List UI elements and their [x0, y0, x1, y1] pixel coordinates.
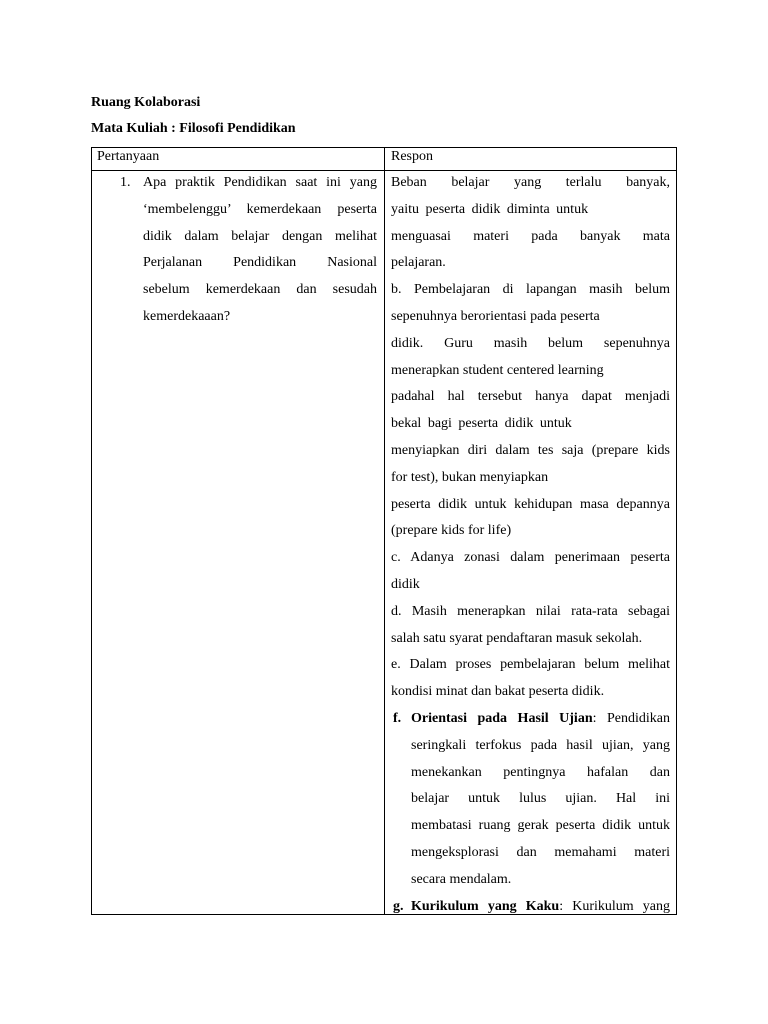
- list-item-text: [411, 894, 670, 914]
- document-title: Ruang Kolaborasi: [91, 95, 201, 110]
- question-line: kemerdekaaan?: [143, 308, 231, 324]
- question-line: didik dalam belajar dengan melihat: [143, 228, 377, 244]
- response-line: sepenuhnya berorientasi pada peserta: [391, 308, 600, 324]
- response-list-item-g: [391, 894, 670, 914]
- response-line: Beban belajar yang terlalu banyak,: [391, 175, 670, 190]
- question-line: Perjalanan Pendidikan Nasional: [143, 255, 377, 271]
- list-item-label: Kurikulum yang Kaku: [411, 898, 560, 914]
- question-number: 1.: [120, 175, 131, 190]
- response-list-item-f: [391, 706, 670, 894]
- response-line: didik: [391, 576, 420, 592]
- list-item-first-line: [411, 894, 670, 914]
- list-item-first-rest: : Pendidikan: [592, 710, 670, 726]
- list-item-line: membatasi ruang gerak peserta didik untuk: [411, 818, 670, 834]
- response-line: menyiapkan diri dalam tes saja (prepare kids: [391, 442, 670, 458]
- response-line: padahal hal tersebut hanya dapat menjadi: [391, 389, 670, 405]
- list-item-line: seringkali terfokus pada hasil ujian, yang: [411, 737, 670, 753]
- question-text: [143, 171, 377, 331]
- list-item-line: secara mendalam.: [411, 871, 512, 887]
- question-line: ‘membelenggu’ kemerdekaan peserta: [143, 201, 377, 217]
- header-label-response: Respon: [391, 149, 433, 164]
- response-text: [391, 171, 670, 914]
- response-line: didik. Guru masih belum sepenuhnya: [391, 335, 670, 351]
- list-marker: g.: [393, 898, 404, 914]
- response-line: c. Adanya zonasi dalam penerimaan peserta: [391, 550, 670, 566]
- table-header-row: [92, 148, 676, 171]
- list-item-first-rest: : Kurikulum yang: [559, 898, 671, 914]
- question-cell: [92, 171, 385, 914]
- list-item-line: belajar untuk lulus ujian. Hal ini: [411, 791, 670, 807]
- question-line: sebelum kemerdekaan dan sesudah: [143, 282, 377, 298]
- response-line: salah satu syarat pendaftaran masuk sekolah.: [391, 630, 643, 646]
- list-item-line: menekankan pentingnya hafalan dan: [411, 764, 670, 780]
- response-line: (prepare kids for life): [391, 523, 512, 539]
- header-cell-response: [385, 148, 676, 170]
- list-item-text: [411, 706, 670, 894]
- list-item-label: Orientasi pada Hasil Ujian: [411, 710, 593, 726]
- question-line: Apa praktik Pendidikan saat ini yang: [143, 175, 377, 190]
- response-line: d. Masih menerapkan nilai rata-rata sebagai: [391, 603, 670, 619]
- response-line: menerapkan student centered learning: [391, 362, 604, 378]
- response-line: pelajaran.: [391, 255, 446, 271]
- table-body-row: [92, 171, 676, 914]
- response-line: kondisi minat dan bakat peserta didik.: [391, 684, 605, 700]
- response-line: b. Pembelajaran di lapangan masih belum: [391, 282, 670, 298]
- response-line: bekal bagi peserta didik untuk: [391, 416, 572, 432]
- header-label-question: Pertanyaan: [97, 149, 160, 164]
- list-item-first-line: [411, 706, 670, 733]
- response-line: yaitu peserta didik diminta untuk: [391, 201, 589, 217]
- list-marker: f.: [393, 710, 402, 726]
- qa-table: [91, 147, 677, 915]
- response-line: menguasai materi pada banyak mata: [391, 228, 670, 244]
- list-item-line: mengeksplorasi dan memahami materi: [411, 844, 670, 860]
- course-subtitle: Mata Kuliah : Filosofi Pendidikan: [91, 121, 296, 136]
- response-cell: [385, 171, 676, 914]
- response-line: e. Dalam proses pembelajaran belum melihat: [391, 657, 670, 673]
- response-line: peserta didik untuk kehidupan masa depannya: [391, 496, 670, 512]
- header-cell-question: [92, 148, 385, 170]
- response-line: for test), bukan menyiapkan: [391, 469, 549, 485]
